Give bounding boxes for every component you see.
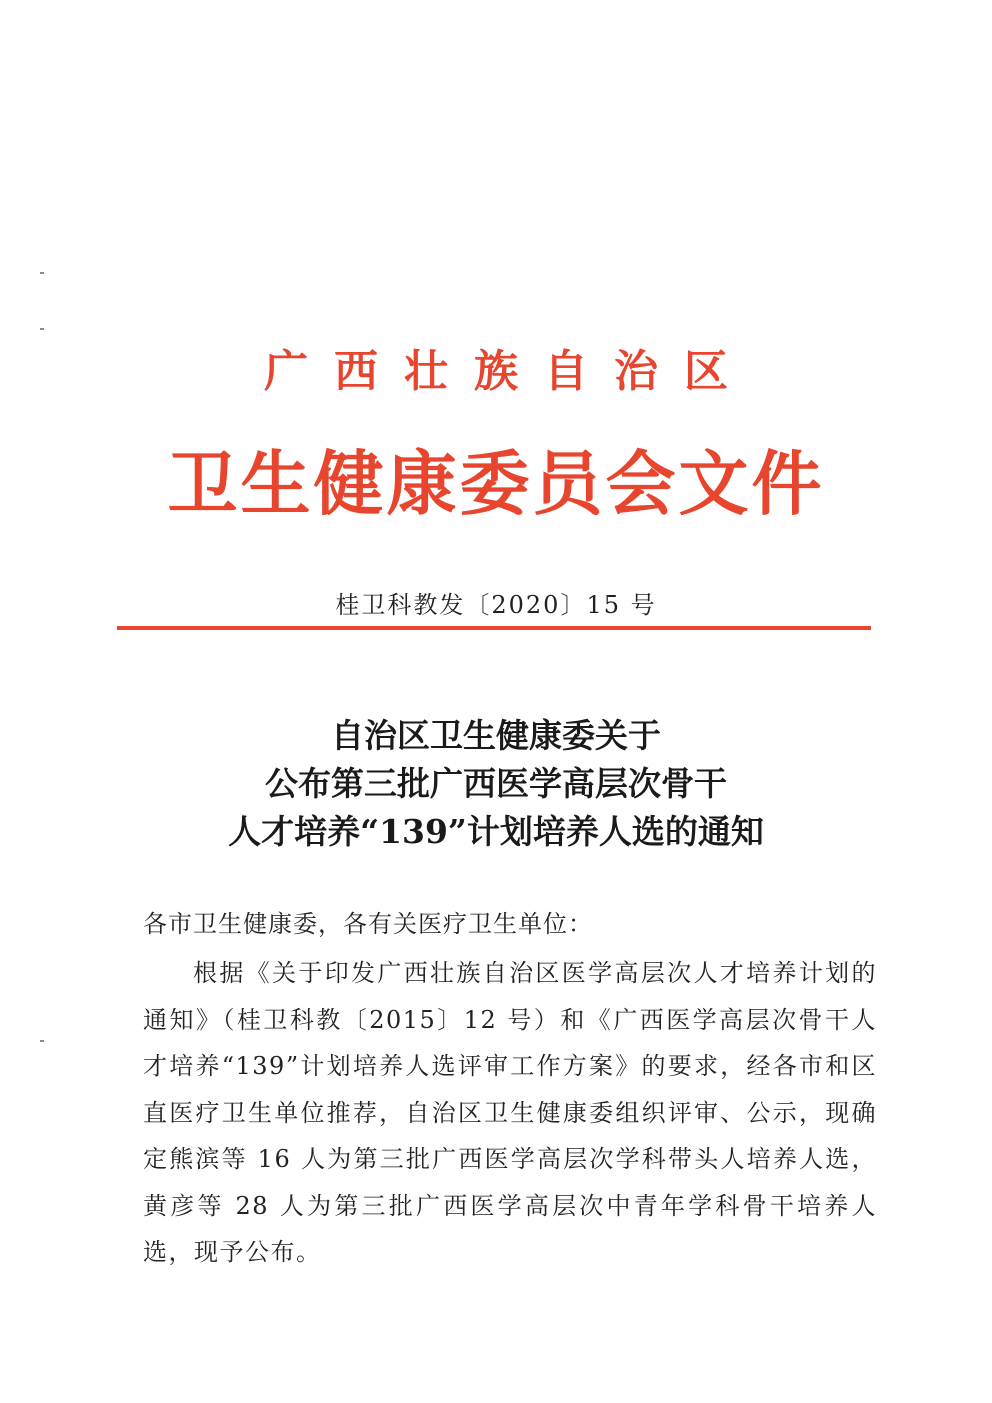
document-title [0,712,992,856]
scan-mark [40,328,44,330]
title-line-1: 自治区卫生健康委关于 [331,716,661,755]
red-divider [117,626,871,630]
issuer-name: 广西壮族自治区 [264,346,754,397]
issuer-document-type: 卫生健康委员会文件 [167,442,825,525]
body-paragraph: 根据《关于印发广西壮族自治区医学高层次人才培养计划的通知》（桂卫科教〔2015〕12 号）和《广西医学高层次骨干人才培养“139”计划培养人选评审工作方案》的要求，经各市和区直医疗卫生单位推荐，自治区卫生健康委组织评审、公示，现确定熊滨等 16 人为第三批广西医学高层次学科带头人培养人选，黄彦等 28 人为第三批广西医学高层次中青年学科骨干培养人选，现予公布。 [143,959,877,1266]
salutation: 各市卫生健康委，各有关医疗卫生单位： [143,910,593,938]
document-number: 桂卫科教发〔2020〕15 号 [335,591,657,619]
title-line-2: 公布第三批广西医学高层次骨干 [265,764,727,803]
scan-mark [40,1040,44,1042]
scan-mark [40,272,44,274]
title-line-3: 人才培养“139”计划培养人选的通知 [228,812,764,851]
